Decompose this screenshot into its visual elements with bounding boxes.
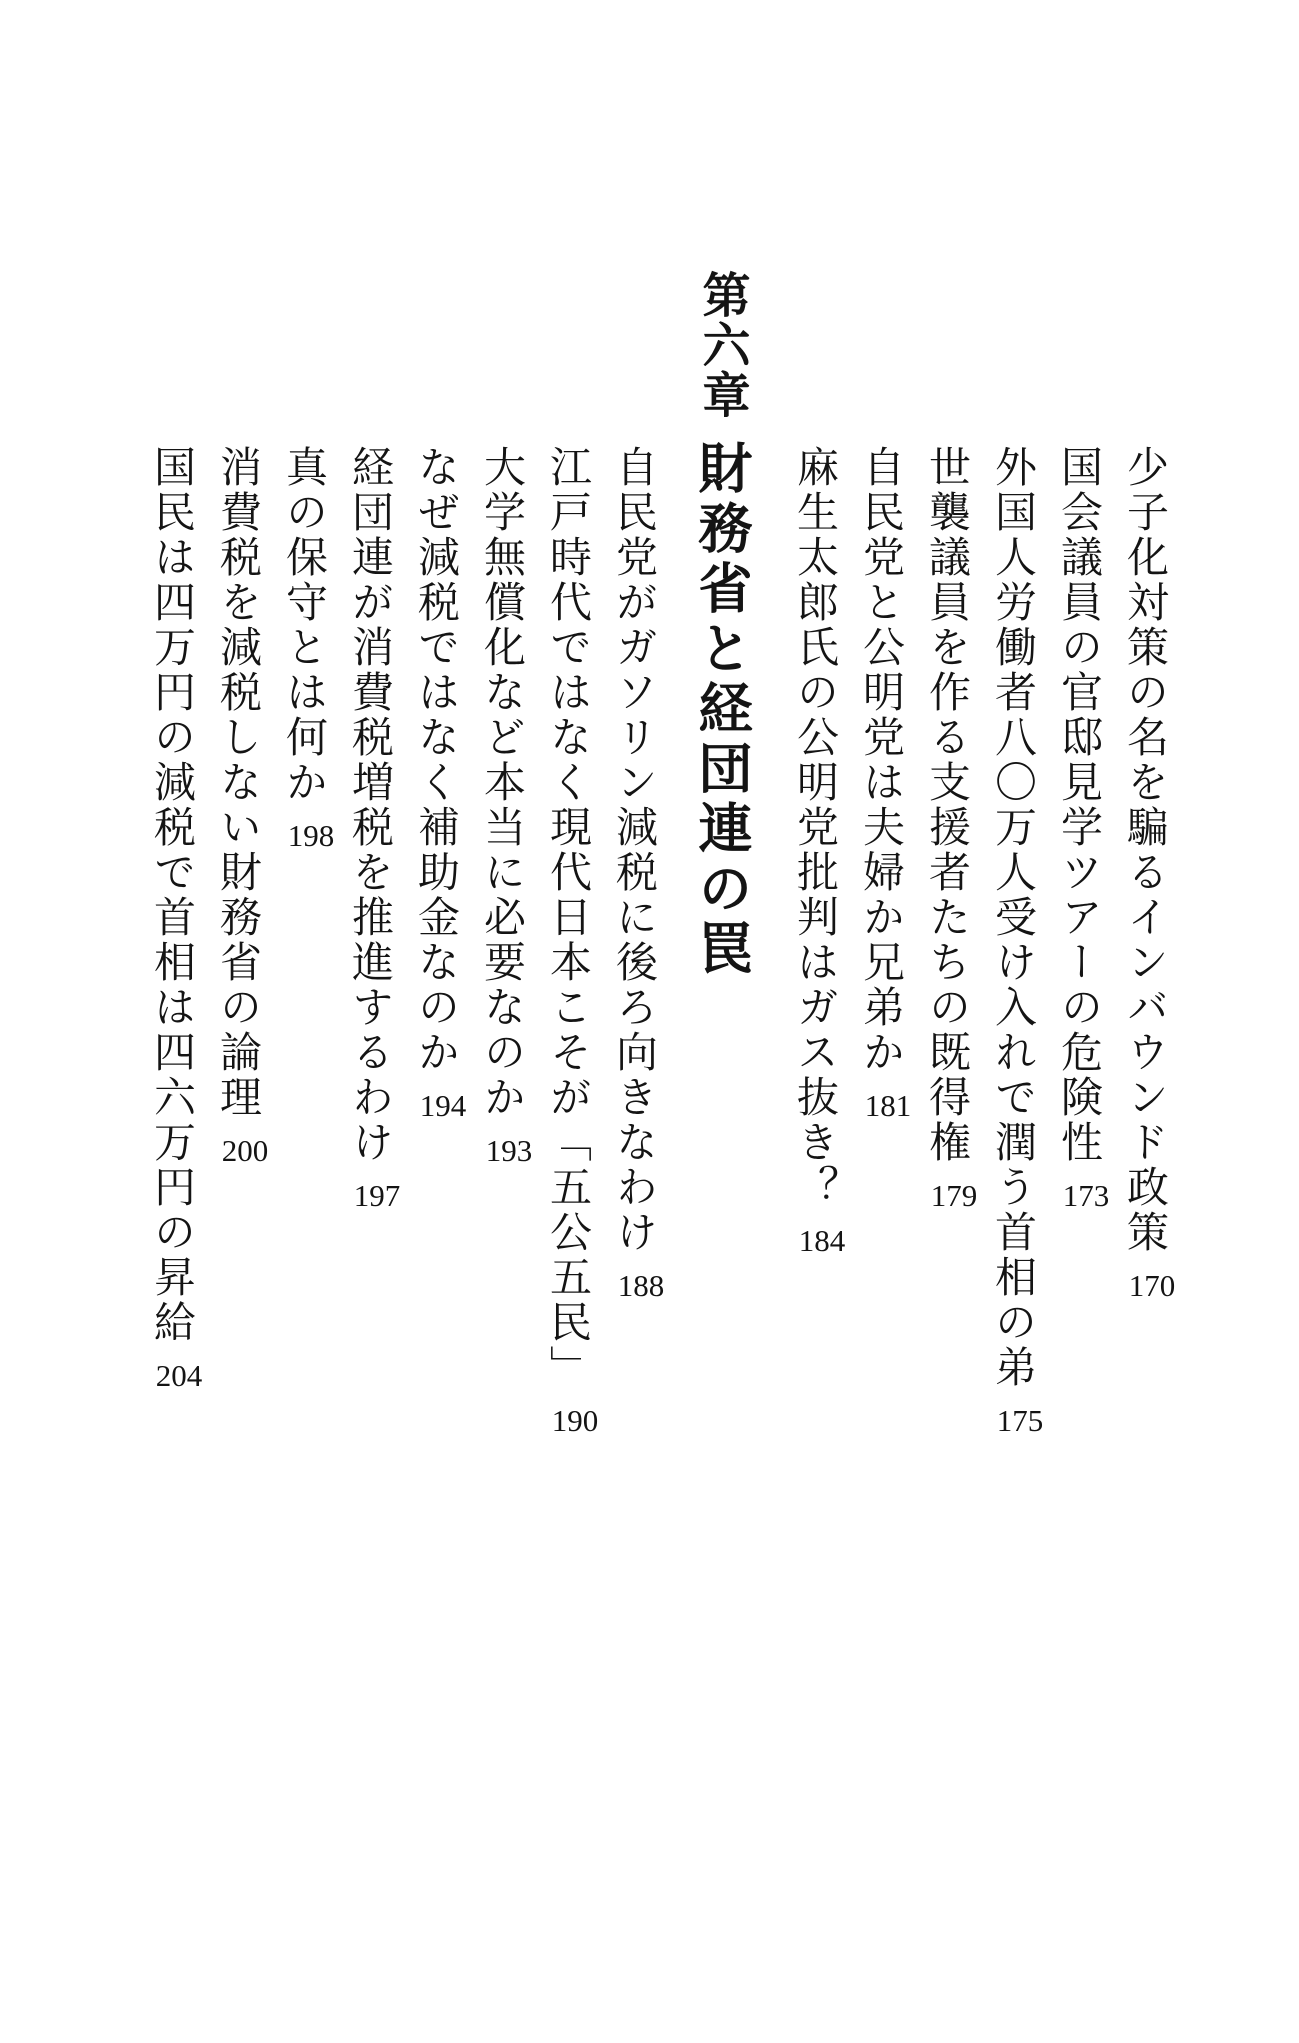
toc-entry-title: 消費税を減税しない財務省の論理 (214, 445, 263, 1120)
toc-entry (919, 445, 978, 1213)
toc-entry-title: 自民党がガソリン減税に後ろ向きなわけ (610, 445, 659, 1255)
toc-entry-title: 麻生太郎氏の公明党批判はガス抜き？ (791, 445, 840, 1210)
toc-entry (540, 445, 599, 1438)
toc-entry-page: 204 (155, 1358, 203, 1393)
toc-entry (342, 445, 401, 1213)
toc-entry (1051, 445, 1110, 1213)
toc-entry-title: 世襲議員を作る支援者たちの既得権 (923, 445, 972, 1165)
toc-entry-title: 自民党と公明党は夫婦か兄弟か (857, 445, 906, 1075)
toc-entry-page: 188 (617, 1268, 665, 1303)
toc-entry-page: 181 (864, 1088, 912, 1123)
toc-entry (276, 445, 335, 853)
toc-entry-page: 184 (798, 1223, 846, 1258)
toc-entry (985, 445, 1044, 1438)
toc-entry-page: 170 (1128, 1268, 1176, 1303)
toc-entry-title: 国民は四万円の減税で首相は四六万円の昇給 (148, 445, 197, 1345)
toc-entry-title: 江戸時代ではなく現代日本こそが「五公五民」 (544, 445, 593, 1390)
toc-entry (1117, 445, 1176, 1303)
toc-entry-page: 194 (419, 1088, 467, 1123)
toc-entry (474, 445, 533, 1168)
toc-entry-title: 少子化対策の名を騙るインバウンド政策 (1121, 445, 1170, 1255)
toc-entry-title: 経団連が消費税増税を推進するわけ (346, 445, 395, 1165)
toc-entry-page: 173 (1062, 1178, 1110, 1213)
toc-entry-page: 190 (551, 1403, 599, 1438)
toc-entry-title: 大学無償化など本当に必要なのか (478, 445, 527, 1120)
toc-entry (144, 445, 203, 1393)
toc-entry-title: 国会議員の官邸見学ツアーの危険性 (1055, 445, 1104, 1165)
toc-entry (408, 445, 467, 1123)
toc-entry-page: 198 (287, 818, 335, 853)
toc-entry (853, 445, 912, 1123)
toc-entry-title: 外国人労働者八〇万人受け入れで潤う首相の弟 (989, 445, 1038, 1390)
chapter-title: 財務省と経団連の罠 (690, 440, 754, 980)
toc-entry (210, 445, 269, 1168)
toc-entry-title: 真の保守とは何か (280, 445, 329, 805)
toc-entry-page: 197 (353, 1178, 401, 1213)
chapter-number: 第六章 (694, 270, 750, 420)
toc-entry-page: 193 (485, 1133, 533, 1168)
toc-entry-page: 175 (996, 1403, 1044, 1438)
toc-entry-title: なぜ減税ではなく補助金なのか (412, 445, 461, 1075)
toc-entry-page: 179 (930, 1178, 978, 1213)
toc-entry-page: 200 (221, 1133, 269, 1168)
toc-entry (606, 445, 665, 1303)
toc-entry (787, 445, 846, 1258)
